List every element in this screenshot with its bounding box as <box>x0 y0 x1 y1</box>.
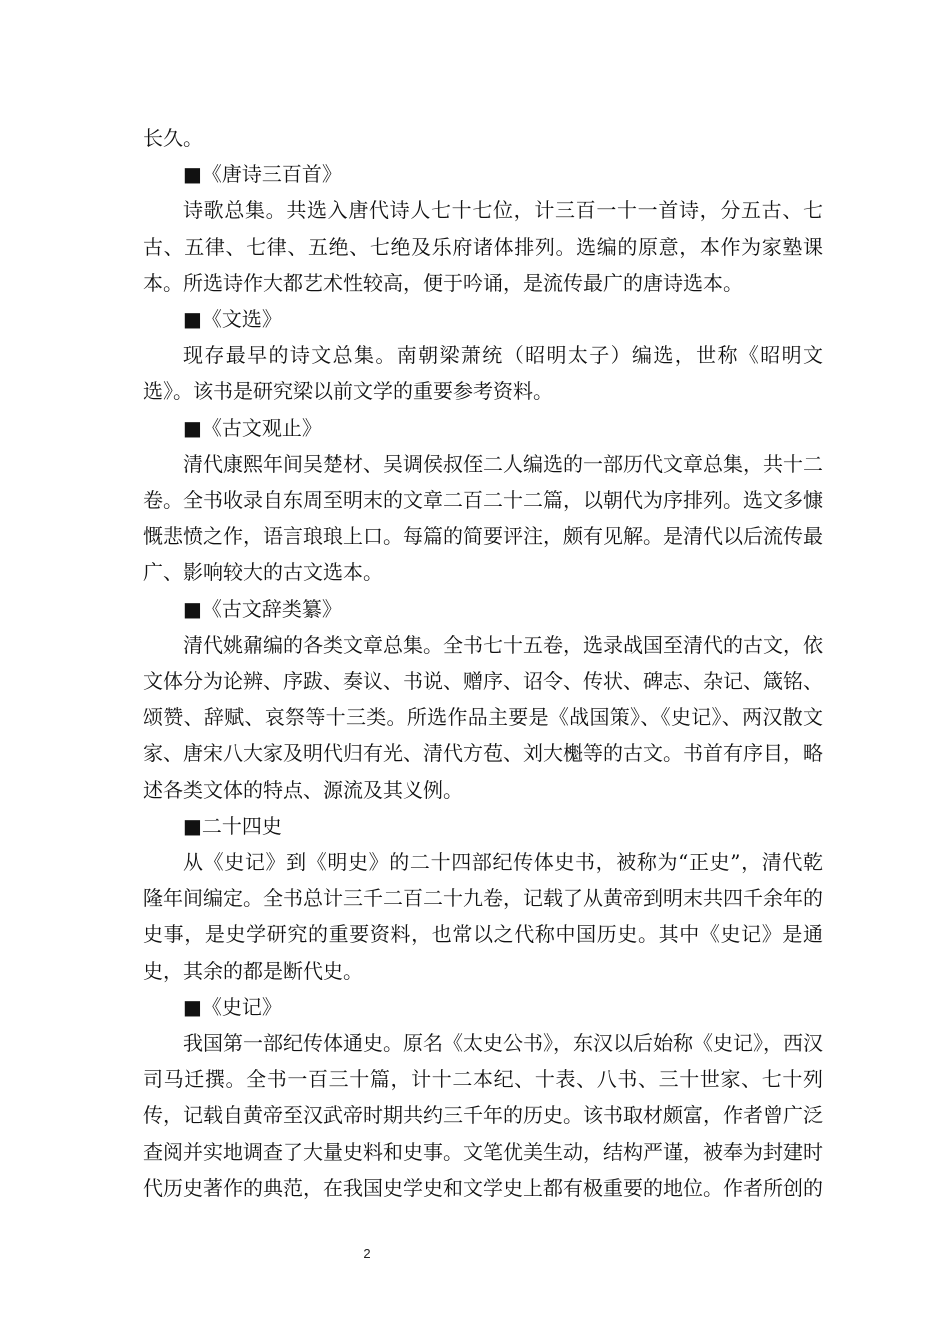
paragraph-tangshi: 诗歌总集。共选入唐代诗人七十七位，计三百一十一首诗，分五古、七古、五律、七律、五绝、七绝及乐府诸体排列。选编的原意，本作为家塾课本。所选诗作大都艺术性较高，便于吟诵，是流传最广的唐诗选本。 <box>143 198 823 295</box>
paragraph-continuation: 长久。 <box>143 126 203 150</box>
section-heading-guwenguanzhi: ■《古文观止》 <box>183 415 322 440</box>
section-heading-guwencileizuan: ■《古文辞类纂》 <box>183 596 342 621</box>
paragraph-shiji: 我国第一部纪传体通史。原名《太史公书》，东汉以后始称《史记》，西汉司马迁撰。全书一百三十篇，计十二本纪、十表、八书、三十世家、七十列传，记载自黄帝至汉武帝时期共约三千年的历史。该书取材颇富，作者曾广泛查阅并实地调查了大量史料和史事。文笔优美生动，结构严谨，被奉为封建时代历史著作的典范，在我国史学史和文学史上都有极重要的地位。作者所创的 <box>143 1031 823 1200</box>
page-number: 2 <box>363 1246 371 1261</box>
section-heading-tangshi: ■《唐诗三百首》 <box>183 162 342 187</box>
section-heading-ershisishi: ■二十四史 <box>183 813 282 838</box>
paragraph-guwenguanzhi: 清代康熙年间吴楚材、吴调侯叔侄二人编选的一部历代文章总集，共十二卷。全书收录自东周至明末的文章二百二十二篇，以朝代为序排列。选文多慷慨悲愤之作，语言琅琅上口。每篇的简要评注，颇有见解。是清代以后流传最广、影响较大的古文选本。 <box>143 451 823 585</box>
section-heading-wenxuan: ■《文选》 <box>183 307 282 332</box>
paragraph-guwencileizuan: 清代姚鼐编的各类文章总集。全书七十五卷，选录战国至清代的古文，依文体分为论辨、序跋、奏议、书说、赠序、诏令、传状、碑志、杂记、箴铭、颂赞、辞赋、哀祭等十三类。所选作品主要是《战国策》、《史记》、两汉散文家、唐宋八大家及明代归有光、清代方苞、刘大櫆等的古文。书首有序目，略述各类文体的特点、源流及其义例。 <box>143 632 823 802</box>
document-body <box>143 120 823 1206</box>
section-heading-shiji: ■《史记》 <box>183 994 282 1019</box>
paragraph-wenxuan: 现存最早的诗文总集。南朝梁萧统（昭明太子）编选，世称《昭明文选》。该书是研究梁以前文学的重要参考资料。 <box>143 343 823 404</box>
paragraph-ershisishi: 从《史记》到《明史》的二十四部纪传体史书，被称为“正史”，清代乾隆年间编定。全书总计三千二百二十九卷，记载了从黄帝到明末共四千余年的史事，是史学研究的重要资料，也常以之代称中国历史。其中《史记》是通史，其余的都是断代史。 <box>143 850 823 983</box>
